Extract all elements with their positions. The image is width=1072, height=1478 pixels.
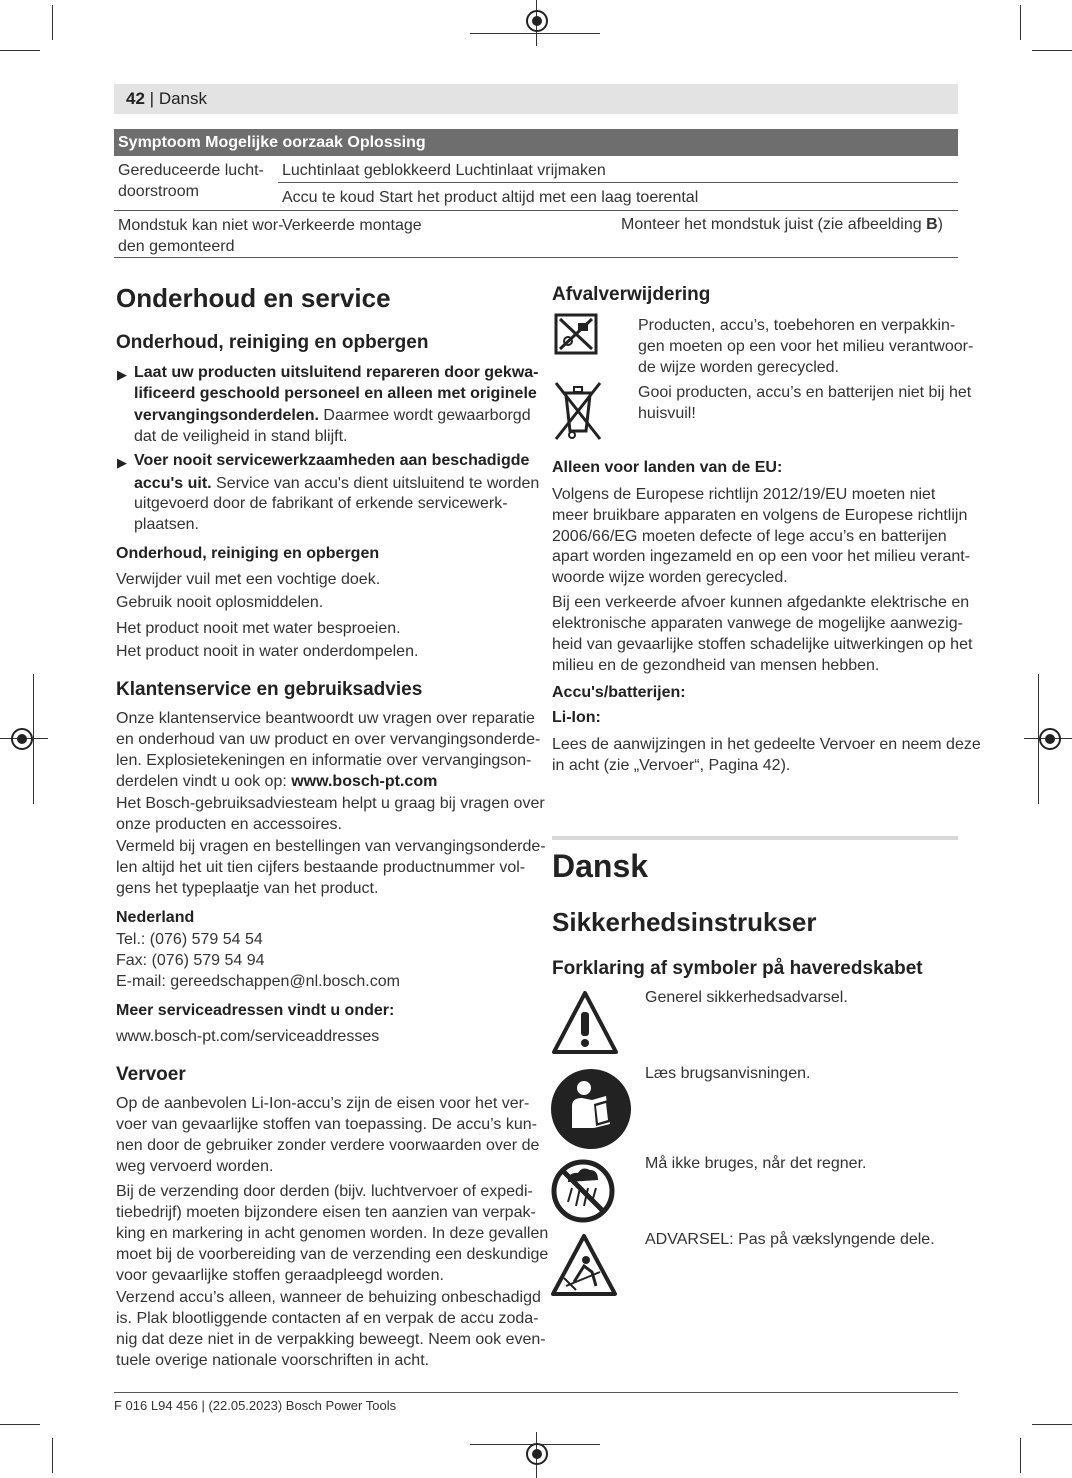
crop-mark	[52, 1438, 53, 1473]
section-title: Sikkerhedsinstrukser	[552, 907, 817, 937]
website-link[interactable]: www.bosch-pt.com	[291, 773, 438, 790]
paragraph: len. Explosietekeningen en informatie over vervangingson-	[116, 752, 532, 769]
paragraph-heading: Accu's/batterijen:	[552, 684, 686, 701]
table-cell: Gereduceerde lucht-	[118, 162, 264, 179]
paragraph: Onze klantenservice beantwoordt uw vragen over reparatie	[116, 710, 535, 727]
footer-divider	[114, 1392, 958, 1393]
section-title: Onderhoud en service	[116, 283, 391, 313]
symbol-description: Læs brugsanvisningen.	[645, 1065, 811, 1082]
paragraph: Lees de aanwijzingen in het gedeelte Vervoer en neem deze	[552, 736, 981, 753]
paragraph: tiebedrijf) moeten bijzondere eisen ten aanzien van verpak-	[116, 1204, 536, 1221]
paragraph-heading: Meer serviceadressen vindt u onder:	[116, 1002, 395, 1019]
subsection-title: Onderhoud, reiniging en opbergen	[116, 332, 429, 353]
warning-triangle-icon	[550, 988, 620, 1058]
bullet-text: plaatsen.	[134, 516, 199, 533]
crop-mark	[1032, 50, 1072, 51]
contact-fax: Fax: (076) 579 54 94	[116, 952, 265, 969]
paragraph: weg vervoerd worden.	[116, 1158, 274, 1175]
paragraph: is. Plak blootliggende contacten af en verpak de accu zoda-	[116, 1310, 539, 1327]
paragraph: nig dat deze niet in de verpakking beweegt. Neem ook even-	[116, 1331, 546, 1348]
table-cell: Accu te koud Start het product altijd met een laag toerental	[282, 189, 699, 206]
bullet-text: Laat uw producten uitsluitend repareren door gekwa-	[134, 364, 539, 381]
read-manual-icon	[550, 1068, 632, 1150]
table-cell: den gemonteerd	[118, 238, 235, 255]
paragraph: in acht (zie „Vervoer“, Pagina 42).	[552, 757, 791, 774]
crop-mark	[470, 33, 600, 34]
paragraph: voer van gevaarlijke stoffen van toepassing. De accu’s kun-	[116, 1116, 537, 1133]
page-number: 42	[126, 89, 145, 108]
paragraph: milieu en de gezondheid van mensen hebben.	[552, 657, 880, 674]
paragraph: Het Bosch-gebruiksadviesteam helpt u graag bij vragen over	[116, 795, 545, 812]
recycle-packaging-icon	[554, 313, 598, 355]
subsection-title: Vervoer	[116, 1064, 186, 1085]
paragraph: apart worden ingezameld en op een voor het milieu verant-	[552, 548, 971, 565]
bullet-text: dat de veiligheid in stand blijft.	[134, 428, 348, 445]
contact-email[interactable]: E-mail: gereedschappen@nl.bosch.com	[116, 973, 400, 990]
paragraph: Verzend accu’s alleen, wanneer de behuizing onbeschadigd	[116, 1289, 541, 1306]
registration-mark	[1039, 728, 1061, 750]
table-divider	[114, 257, 958, 258]
crop-mark	[52, 5, 53, 40]
paragraph: len altijd het uit tien cijfers bestaande productnummer vol-	[116, 859, 526, 876]
no-rain-icon	[550, 1158, 616, 1224]
service-url[interactable]: www.bosch-pt.com/serviceaddresses	[116, 1028, 380, 1045]
bullet-text: uitgevoerd door de fabrikant of erkende servicewerk-	[134, 495, 508, 512]
header-separator: |	[149, 89, 155, 108]
paragraph: tuele overige nationale voorschriften in acht.	[116, 1352, 430, 1369]
table-divider	[278, 182, 958, 183]
paragraph-heading: Li-Ion:	[552, 709, 601, 726]
paragraph: voor gevaarlijke stoffen geraadpleegd worden.	[116, 1267, 444, 1284]
bullet-arrow-icon: ▶	[117, 367, 127, 382]
paragraph: Producten, accu’s, toebehoren en verpakkin-	[638, 317, 956, 334]
paragraph: moet bij de voorbereiding van de verzending een deskundige	[116, 1246, 549, 1263]
registration-mark	[526, 1443, 548, 1465]
bullet-text: lificeerd geschoold personeel en alleen met originele	[134, 385, 537, 402]
bullet-text: accu's uit. Service van accu's dient uitsluitend te worden	[134, 475, 540, 492]
paragraph: Het product nooit in water onderdompelen.	[116, 643, 419, 660]
table-cell: Mondstuk kan niet wor-	[118, 217, 284, 234]
symbol-description: ADVARSEL: Pas på vækslyngende dele.	[645, 1231, 935, 1248]
paragraph: gens het typeplaatje van het product.	[116, 880, 379, 897]
crop-mark	[33, 674, 34, 804]
page-footer: F 016 L94 456 | (22.05.2023) Bosch Power Tools	[114, 1398, 397, 1413]
paragraph: 2006/66/EG moeten defecte of lege accu’s en batterijen	[552, 528, 947, 545]
registration-mark	[11, 728, 33, 750]
paragraph: Verwijder vuil met een vochtige doek.	[116, 571, 381, 588]
contact-phone: Tel.: (076) 579 54 54	[116, 931, 263, 948]
paragraph: Bij de verzending door derden (bijv. luchtvervoer of expedi-	[116, 1183, 533, 1200]
crop-mark	[0, 1424, 40, 1425]
paragraph: Gebruik nooit oplosmiddelen.	[116, 594, 324, 611]
paragraph: meer bruikbare apparaten en volgens de Europese richtlijn	[552, 507, 968, 524]
bullet-arrow-icon: ▶	[117, 455, 127, 470]
table-cell: doorstroom	[118, 183, 199, 200]
table-cell: Monteer het mondstuk juist (zie afbeelding B)	[621, 216, 943, 233]
page-header	[114, 84, 958, 114]
table-header: Symptoom Mogelijke oorzaak Oplossing	[114, 129, 958, 156]
crop-mark	[0, 50, 40, 51]
subsection-title: Klantenservice en gebruiksadvies	[116, 679, 423, 700]
paragraph: heid van gevaarlijke stoffen schadelijke uitwerkingen op het	[552, 636, 973, 653]
header-language: Dansk	[158, 89, 207, 108]
bullet-text: vervangingsonderdelen. Daarmee wordt gewaarborgd	[134, 407, 531, 424]
section-divider	[552, 836, 958, 840]
paragraph: gen moeten op een voor het milieu verantwoor-	[638, 338, 974, 355]
language-title: Dansk	[552, 848, 649, 884]
paragraph: onze producten en accessoires.	[116, 816, 342, 833]
symbol-description: Generel sikkerhedsadvarsel.	[645, 989, 848, 1006]
contact-heading: Nederland	[116, 909, 195, 926]
table-divider	[114, 210, 958, 211]
paragraph: Bij een verkeerde afvoer kunnen afgedankte elektrische en	[552, 594, 970, 611]
table-cell: Luchtinlaat geblokkeerd Luchtinlaat vrijmaken	[282, 162, 606, 179]
paragraph: en onderhoud van uw product en over vervangingsonderde-	[116, 731, 541, 748]
crop-mark	[1032, 1424, 1072, 1425]
crop-mark	[1020, 1438, 1021, 1473]
paragraph: derdelen vindt u ook op: www.bosch-pt.com	[116, 773, 438, 790]
paragraph: huisvuil!	[638, 405, 696, 422]
paragraph: Op de aanbevolen Li-Ion-accu’s zijn de eisen voor het ver-	[116, 1095, 530, 1112]
subsection-title: Forklaring af symboler på haveredskabet	[552, 958, 923, 979]
registration-mark	[526, 10, 548, 32]
subsection-title: Afvalverwijdering	[552, 284, 711, 305]
crop-mark	[1020, 5, 1021, 40]
paragraph: de wijze worden gerecycled.	[638, 359, 839, 376]
paragraph: woorde wijze worden gerecycled.	[552, 569, 788, 586]
paragraph-heading: Alleen voor landen van de EU:	[552, 459, 783, 476]
paragraph: king en markering in acht genomen worden. In deze gevallen	[116, 1225, 549, 1242]
paragraph: Gooi producten, accu’s en batterijen niet bij het	[638, 384, 972, 401]
symbol-description: Må ikke bruges, når det regner.	[645, 1155, 867, 1172]
thrown-objects-warning-icon	[550, 1232, 618, 1298]
paragraph-heading: Onderhoud, reiniging en opbergen	[116, 545, 380, 562]
paragraph: Volgens de Europese richtlijn 2012/19/EU moeten niet	[552, 486, 936, 503]
bullet-text: Voer nooit servicewerkzaamheden aan beschadigde	[134, 452, 530, 469]
paragraph: elektronische apparaten vanwege de mogelijke aanwezig-	[552, 615, 963, 632]
crossed-bin-icon	[554, 379, 602, 443]
paragraph: Vermeld bij vragen en bestellingen van vervangingsonderde-	[116, 838, 546, 855]
paragraph: nen door de gebruiker zonder verdere voorwaarden over de	[116, 1137, 540, 1154]
table-cell: Verkeerde montage	[282, 217, 422, 234]
paragraph: Het product nooit met water besproeien.	[116, 620, 401, 637]
